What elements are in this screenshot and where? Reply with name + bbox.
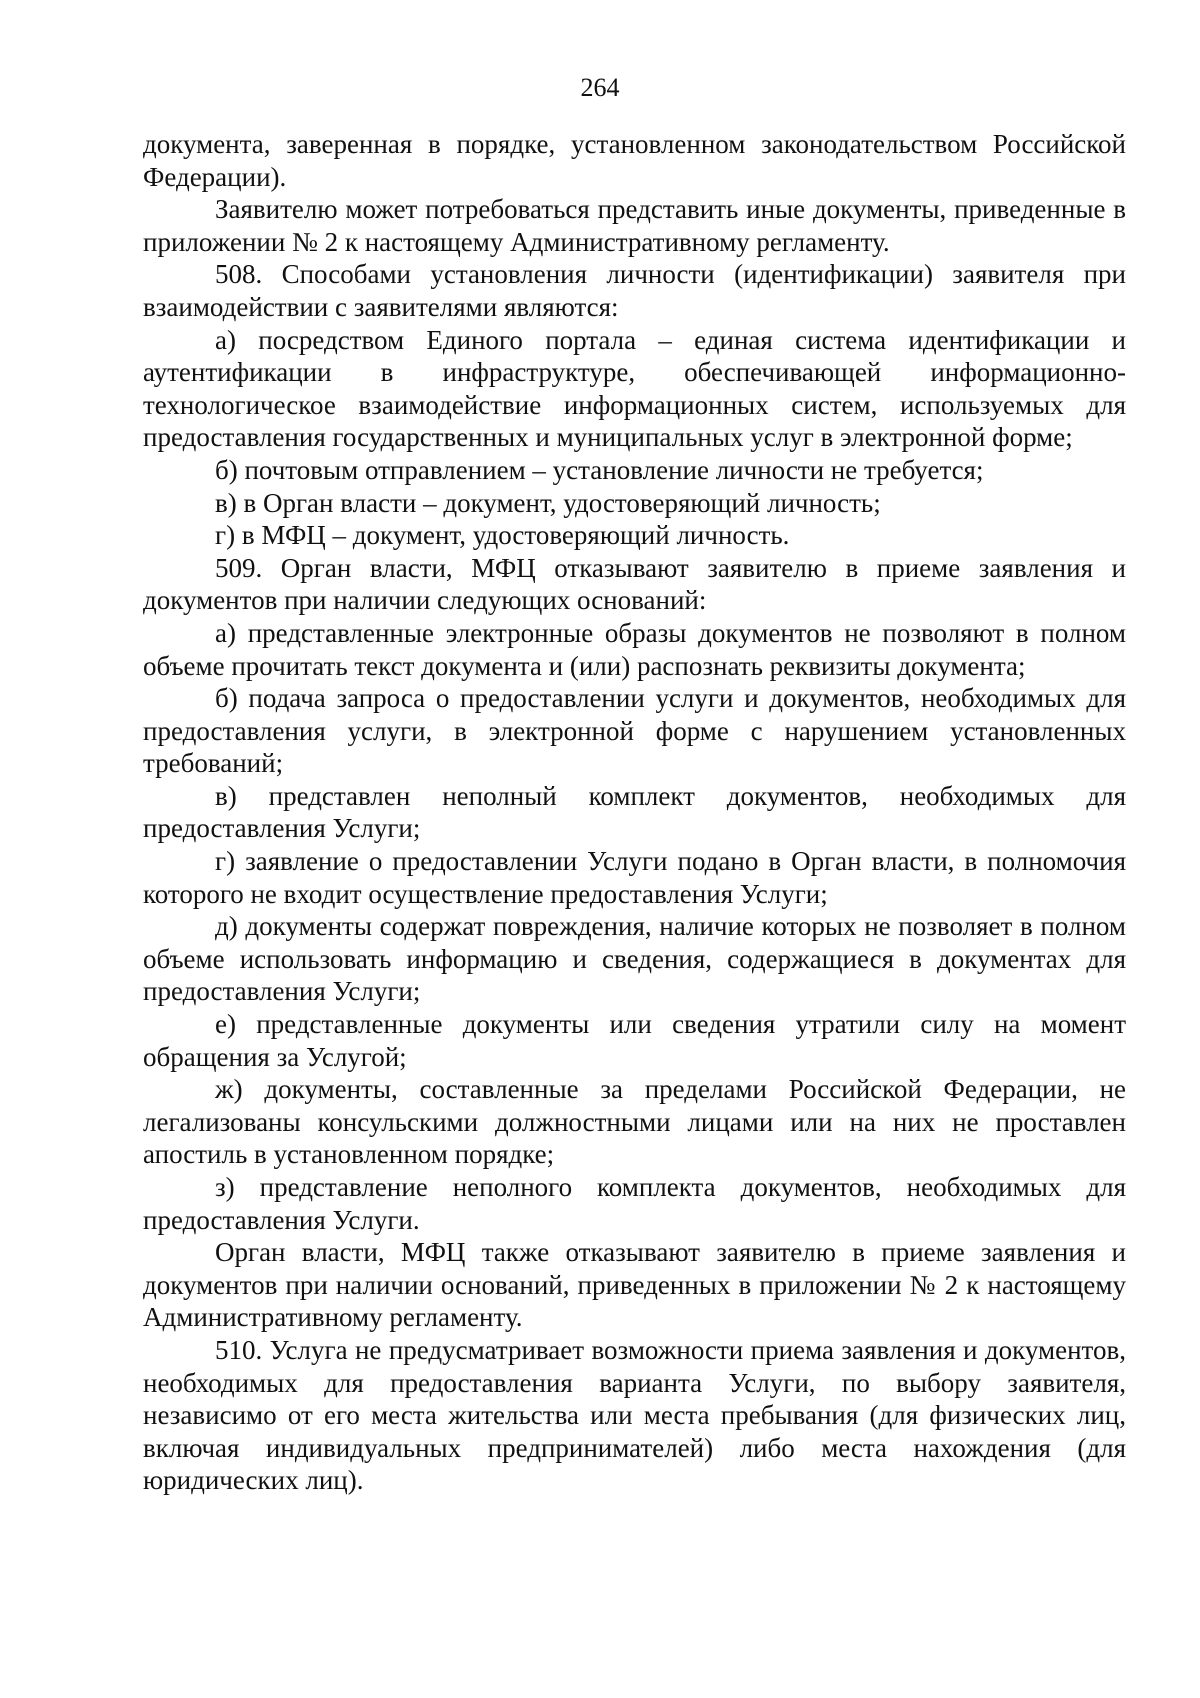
list-item-509-zh: ж) документы, составленные за пределами Российской Федерации, не легализованы консульскими должностными лицами или на них не проставлен апостиль в установленном порядке;	[143, 1074, 1126, 1170]
paragraph-additional-documents: Заявителю может потребоваться представить иные документы, приведенные в приложении № 2 к настоящему Административному регламенту.	[143, 194, 1126, 257]
list-item-509-g: г) заявление о предоставлении Услуги подано в Орган власти, в полномочия которого не входит осуществление предоставления Услуги;	[143, 846, 1126, 909]
paragraph-508: 508. Способами установления личности (идентификации) заявителя при взаимодействии с заявителями являются:	[143, 259, 1126, 322]
list-item-509-z: з) представление неполного комплекта документов, необходимых для предоставления Услуги.	[143, 1172, 1126, 1235]
list-item-509-e: е) представленные документы или сведения утратили силу на момент обращения за Услугой;	[143, 1009, 1126, 1072]
list-item-508-v: в) в Орган власти – документ, удостоверяющий личность;	[215, 487, 881, 518]
paragraph-509: 509. Орган власти, МФЦ отказывают заявителю в приеме заявления и документов при наличии следующих оснований:	[143, 552, 1126, 616]
page-number: 264	[580, 73, 620, 102]
list-item-509-b: б) подача запроса о предоставлении услуги и документов, необходимых для предоставления услуги, в электронной форме с нарушением установленных требований;	[143, 683, 1126, 779]
paragraph-510: 510. Услуга не предусматривает возможности приема заявления и документов, необходимых для предоставления варианта Услуги, по выбору заявителя, независимо от его места жительства или места пребывания (для физических лиц, включая индивидуальных предпринимателей) либо места нахождения (для юридических лиц).	[143, 1334, 1126, 1496]
list-item-508-a: а) посредством Единого портала – единая система идентификации и аутентификации в инфраструктуре, обеспечивающей информационно-технологическое взаимодействие информационных систем, используемых для предоставления государственных и муниципальных услуг в электронной форме;	[143, 324, 1126, 453]
list-item-509-d: д) документы содержат повреждения, наличие которых не позволяет в полном объеме использовать информацию и сведения, содержащиеся в документах для предоставления Услуги;	[143, 911, 1126, 1007]
document-body	[143, 128, 1126, 1497]
list-item-508-b: б) почтовым отправлением – установление личности не требуется;	[215, 454, 984, 485]
paragraph-additional-grounds: Орган власти, МФЦ также отказывают заявителю в приеме заявления и документов при наличии оснований, приведенных в приложении № 2 к настоящему Административному регламенту.	[143, 1237, 1126, 1333]
list-item-509-a: а) представленные электронные образы документов не позволяют в полном объеме прочитать текст документа и (или) распознать реквизиты документа;	[143, 617, 1126, 681]
list-item-508-g: г) в МФЦ – документ, удостоверяющий личность.	[215, 520, 790, 551]
paragraph-continuation: документа, заверенная в порядке, установленном законодательством Российской Федерации).	[143, 129, 1126, 192]
list-item-509-v: в) представлен неполный комплект документов, необходимых для предоставления Услуги;	[143, 780, 1126, 844]
